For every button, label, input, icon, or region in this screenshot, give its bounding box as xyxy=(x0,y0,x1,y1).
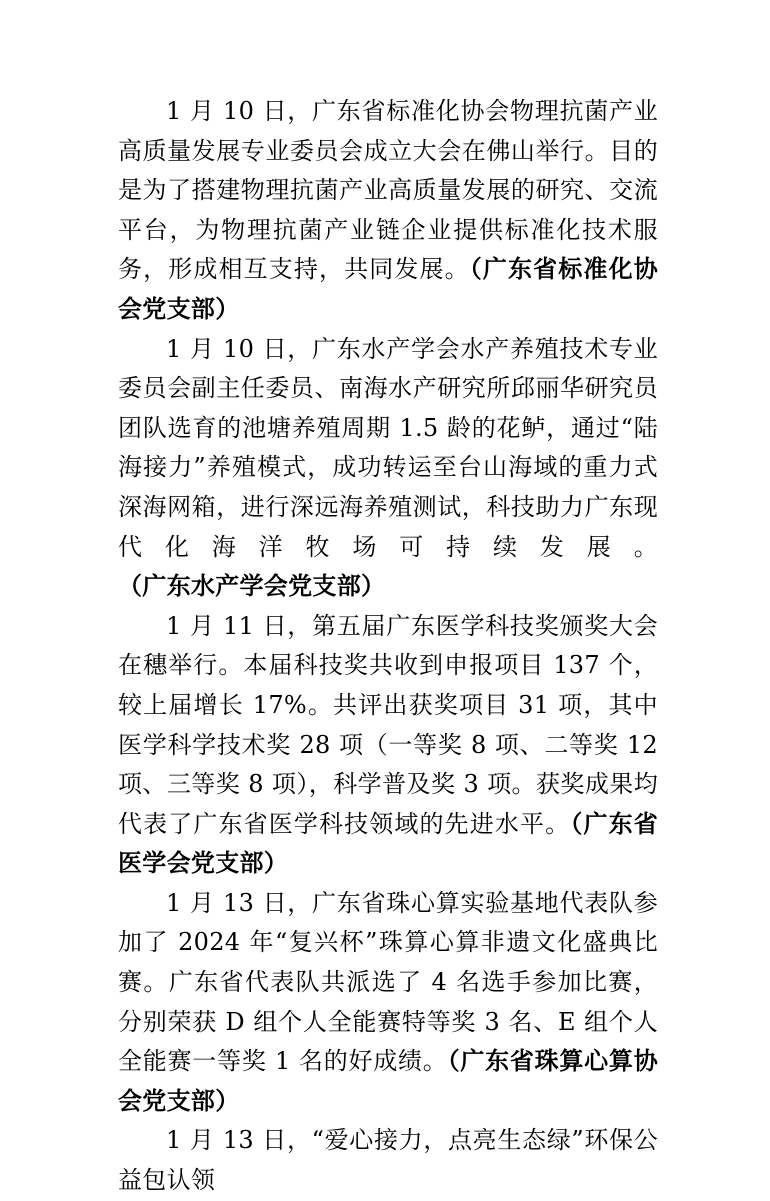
news-paragraph-1 xyxy=(118,92,658,330)
paragraph-source: （广东省医学会党支部） xyxy=(118,809,658,878)
paragraph-source: （广东水产学会党支部） xyxy=(118,572,386,601)
news-paragraph-4 xyxy=(118,884,658,1122)
paragraph-source: （广东省珠算心算协会党支部） xyxy=(118,1047,658,1115)
news-paragraph-3 xyxy=(118,607,658,884)
news-paragraph-5 xyxy=(118,1121,658,1200)
paragraph-body: 1 月 11 日，第五届广东医学科技奖颁奖大会在穗举行。本届科技奖共收到申报项目 137 个，较上届增长 17%。共评出获奖项目 31 项，其中医学科学技术奖 28 项（一等奖 8 项、二等奖 12 项、三等奖 8 项），科学普及奖 3 项。获奖成果均代表了广东省医学科技领域的先进水平。 xyxy=(118,611,658,838)
news-paragraph-2 xyxy=(118,330,658,607)
document-page xyxy=(118,92,658,1201)
paragraph-body: 1 月 10 日，广东水产学会水产养殖技术专业委员会副主任委员、南海水产研究所邱丽华研究员团队选育的池塘养殖周期 1.5 龄的花鲈，通过“陆海接力”养殖模式，成功转运至台山海域的重力式深海网箱，进行深远海养殖测试，科技助力广东现代化海洋牧场可持续发展。 xyxy=(118,334,658,561)
paragraph-body: 1 月 13 日，“爱心接力，点亮生态绿”环保公益包认领 xyxy=(118,1126,658,1195)
paragraph-source: （广东省标准化协会党支部） xyxy=(118,255,658,323)
paragraph-body: 1 月 13 日，广东省珠心算实验基地代表队参加了 2024 年“复兴杯”珠算心算非遗文化盛典比赛。广东省代表队共派选了 4 名选手参加比赛，分别荣获 D 组个人全能赛特等奖 3 名、E 组个人全能赛一等奖 1 名的好成绩。 xyxy=(118,888,658,1076)
paragraph-body: 1 月 10 日，广东省标准化协会物理抗菌产业高质量发展专业委员会成立大会在佛山举行。目的是为了搭建物理抗菌产业高质量发展的研究、交流平台，为物理抗菌产业链企业提供标准化技术服务，形成相互支持，共同发展。 xyxy=(118,97,658,284)
